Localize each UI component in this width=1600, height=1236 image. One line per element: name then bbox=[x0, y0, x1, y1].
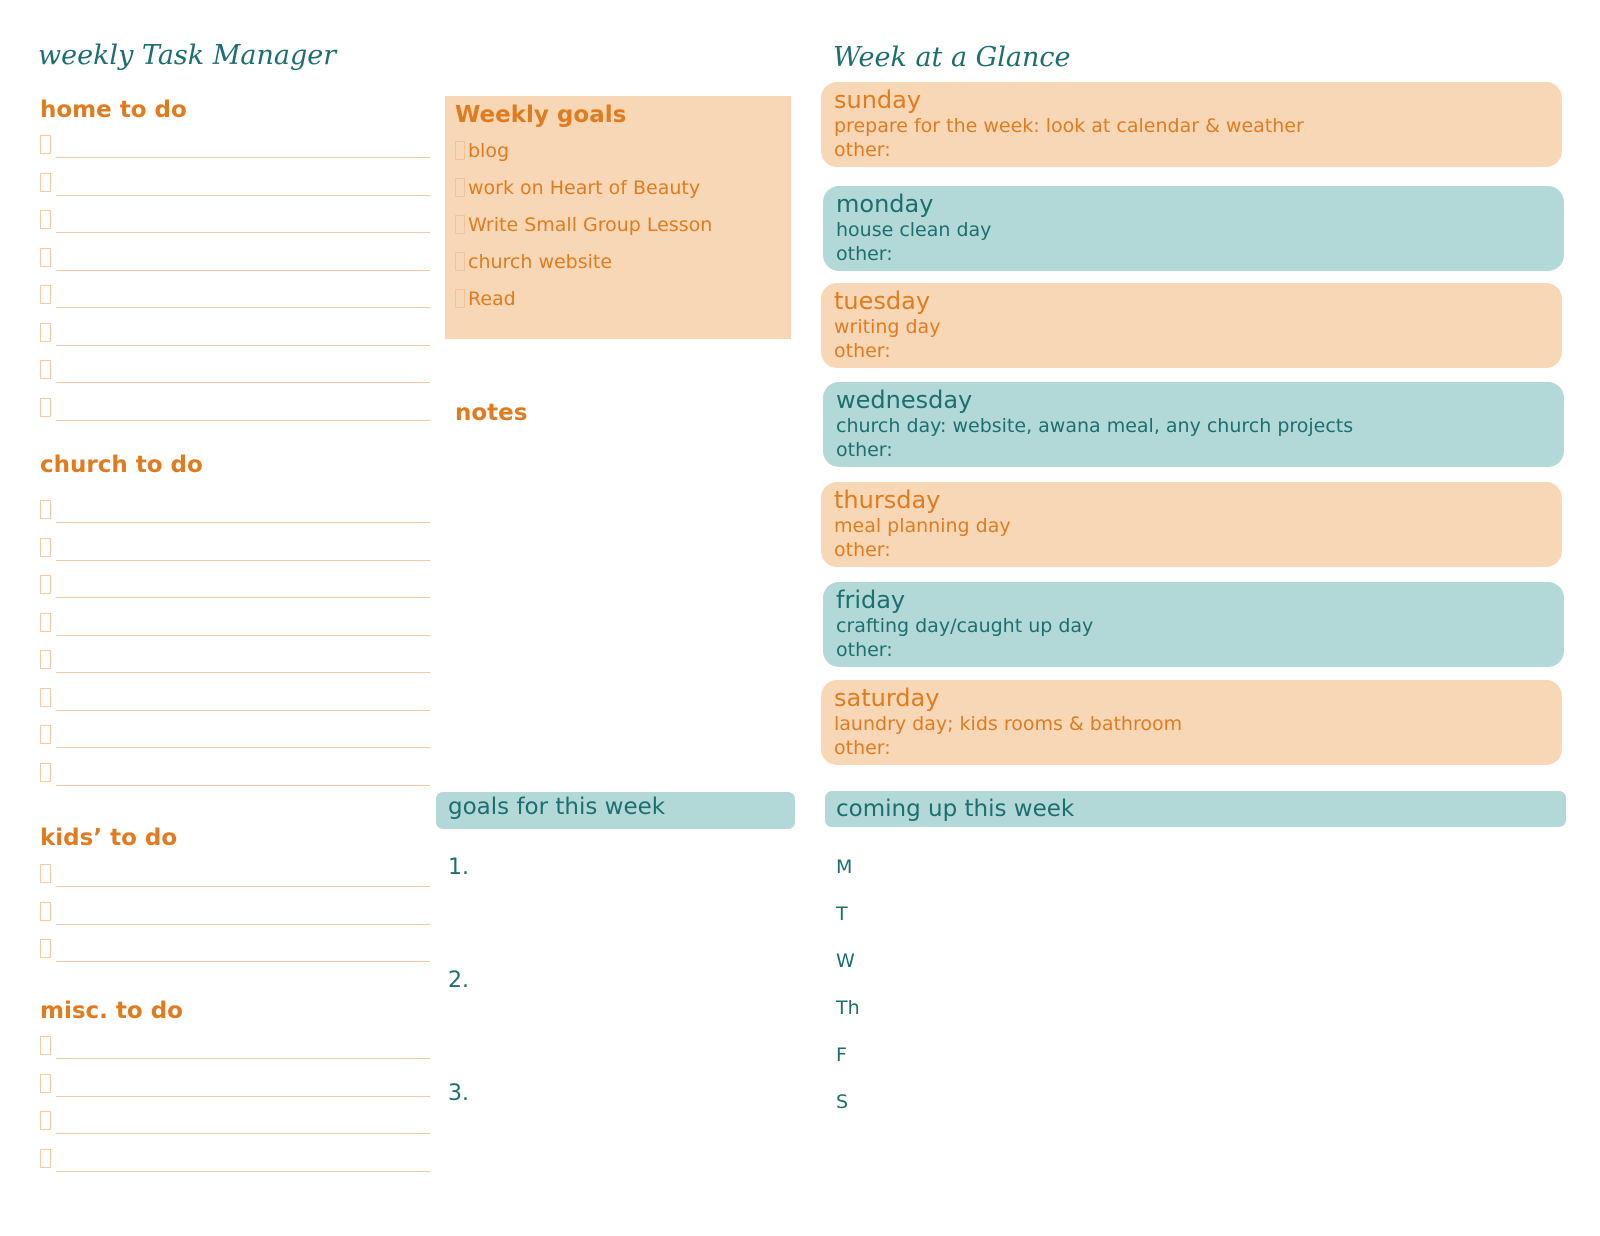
todo-line[interactable] bbox=[56, 195, 430, 196]
section-title-home: home to do bbox=[40, 97, 187, 123]
weekly-goal-item: church website bbox=[455, 251, 612, 273]
todo-checkbox[interactable] bbox=[40, 173, 51, 192]
todo-line[interactable] bbox=[56, 597, 430, 598]
todo-checkbox[interactable] bbox=[40, 1111, 51, 1130]
todo-checkbox[interactable] bbox=[40, 650, 51, 669]
todo-line[interactable] bbox=[56, 1133, 430, 1134]
section-title-church: church to do bbox=[40, 452, 203, 478]
todo-line[interactable] bbox=[56, 345, 430, 346]
checkbox[interactable] bbox=[455, 178, 465, 197]
todo-row bbox=[38, 210, 430, 248]
day-note: meal planning day bbox=[834, 515, 1011, 537]
todo-line[interactable] bbox=[56, 1096, 430, 1097]
day-note: laundry day; kids rooms & bathroom bbox=[834, 713, 1183, 735]
todo-row bbox=[38, 248, 430, 286]
day-note: prepare for the week: look at calendar & weather bbox=[834, 115, 1304, 137]
week-at-a-glance-title: Week at a Glance bbox=[833, 42, 1071, 73]
goal-number: 3. bbox=[448, 1081, 469, 1106]
todo-row bbox=[38, 575, 430, 613]
todo-checkbox[interactable] bbox=[40, 575, 51, 594]
todo-row bbox=[38, 688, 430, 726]
day-card-monday bbox=[823, 186, 1564, 271]
day-name: monday bbox=[836, 190, 934, 218]
day-other: other: bbox=[836, 439, 893, 461]
todo-row bbox=[38, 1036, 430, 1074]
day-note: crafting day/caught up day bbox=[836, 615, 1094, 637]
todo-checkbox[interactable] bbox=[40, 613, 51, 632]
todo-checkbox[interactable] bbox=[40, 500, 51, 519]
weekly-goal-item: work on Heart of Beauty bbox=[455, 177, 700, 199]
todo-checkbox[interactable] bbox=[40, 725, 51, 744]
todo-row bbox=[38, 1111, 430, 1149]
todo-checkbox[interactable] bbox=[40, 763, 51, 782]
todo-line[interactable] bbox=[56, 710, 430, 711]
todo-line[interactable] bbox=[56, 382, 430, 383]
todo-checkbox[interactable] bbox=[40, 360, 51, 379]
todo-line[interactable] bbox=[56, 522, 430, 523]
todo-row bbox=[38, 902, 430, 940]
todo-list-misc bbox=[38, 1036, 430, 1186]
page-title: weekly Task Manager bbox=[38, 40, 337, 71]
day-card-wednesday bbox=[823, 382, 1564, 467]
todo-row bbox=[38, 135, 430, 173]
todo-checkbox[interactable] bbox=[40, 1074, 51, 1093]
todo-line[interactable] bbox=[56, 232, 430, 233]
goals-for-week-header: goals for this week bbox=[436, 792, 795, 829]
day-letter: S bbox=[836, 1091, 849, 1113]
todo-row bbox=[38, 864, 430, 902]
todo-row bbox=[38, 360, 430, 398]
todo-checkbox[interactable] bbox=[40, 323, 51, 342]
todo-line[interactable] bbox=[56, 560, 430, 561]
weekly-goals-title: Weekly goals bbox=[455, 102, 627, 128]
todo-row bbox=[38, 173, 430, 211]
day-note: house clean day bbox=[836, 219, 992, 241]
todo-row bbox=[38, 500, 430, 538]
day-other: other: bbox=[834, 340, 891, 362]
todo-line[interactable] bbox=[56, 886, 430, 887]
todo-row bbox=[38, 285, 430, 323]
todo-row bbox=[38, 613, 430, 651]
section-title-kids: kids’ to do bbox=[40, 825, 178, 851]
weekly-goal-item: Read bbox=[455, 288, 516, 310]
day-other: other: bbox=[836, 639, 893, 661]
day-name: saturday bbox=[834, 684, 940, 712]
todo-checkbox[interactable] bbox=[40, 688, 51, 707]
checkbox[interactable] bbox=[455, 252, 465, 271]
todo-line[interactable] bbox=[56, 157, 430, 158]
day-note: church day: website, awana meal, any church projects bbox=[836, 415, 1354, 437]
todo-line[interactable] bbox=[56, 1058, 430, 1059]
todo-row bbox=[38, 939, 430, 977]
day-letter: T bbox=[836, 903, 848, 925]
weekly-goal-item: blog bbox=[455, 140, 509, 162]
day-other: other: bbox=[834, 737, 891, 759]
todo-row bbox=[38, 650, 430, 688]
coming-up-header: coming up this week bbox=[825, 791, 1566, 827]
todo-line[interactable] bbox=[56, 270, 430, 271]
todo-line[interactable] bbox=[56, 672, 430, 673]
todo-line[interactable] bbox=[56, 785, 430, 786]
todo-line[interactable] bbox=[56, 1171, 430, 1172]
day-other: other: bbox=[834, 139, 891, 161]
todo-checkbox[interactable] bbox=[40, 939, 51, 958]
checkbox[interactable] bbox=[455, 215, 465, 234]
todo-checkbox[interactable] bbox=[40, 398, 51, 417]
todo-checkbox[interactable] bbox=[40, 1036, 51, 1055]
todo-line[interactable] bbox=[56, 747, 430, 748]
day-card-sunday bbox=[821, 82, 1562, 167]
todo-checkbox[interactable] bbox=[40, 538, 51, 557]
day-letter: M bbox=[836, 856, 853, 878]
weekly-goals-box bbox=[445, 96, 791, 339]
todo-list-church bbox=[38, 500, 430, 800]
todo-checkbox[interactable] bbox=[40, 1149, 51, 1168]
day-letter: W bbox=[836, 950, 855, 972]
todo-line[interactable] bbox=[56, 635, 430, 636]
todo-row bbox=[38, 323, 430, 361]
weekly-goal-item: Write Small Group Lesson bbox=[455, 214, 712, 236]
todo-line[interactable] bbox=[56, 961, 430, 962]
todo-line[interactable] bbox=[56, 307, 430, 308]
todo-row bbox=[38, 538, 430, 576]
day-other: other: bbox=[834, 539, 891, 561]
todo-row bbox=[38, 1074, 430, 1112]
goal-number: 1. bbox=[448, 855, 469, 880]
goal-number: 2. bbox=[448, 968, 469, 993]
section-title-misc: misc. to do bbox=[40, 998, 183, 1024]
day-card-thursday bbox=[821, 482, 1562, 567]
day-card-friday bbox=[823, 582, 1564, 667]
day-letter: F bbox=[836, 1044, 847, 1066]
todo-checkbox[interactable] bbox=[40, 285, 51, 304]
day-name: friday bbox=[836, 586, 906, 614]
todo-row bbox=[38, 398, 430, 436]
todo-row bbox=[38, 725, 430, 763]
todo-list-kids bbox=[38, 864, 430, 977]
day-card-saturday bbox=[821, 680, 1562, 765]
checkbox[interactable] bbox=[455, 141, 465, 160]
day-name: thursday bbox=[834, 486, 941, 514]
checkbox[interactable] bbox=[455, 289, 465, 308]
todo-checkbox[interactable] bbox=[40, 864, 51, 883]
todo-list-home bbox=[38, 135, 430, 435]
day-letter: Th bbox=[836, 997, 860, 1019]
todo-row bbox=[38, 763, 430, 801]
todo-checkbox[interactable] bbox=[40, 210, 51, 229]
todo-line[interactable] bbox=[56, 420, 430, 421]
day-name: sunday bbox=[834, 86, 922, 114]
todo-checkbox[interactable] bbox=[40, 135, 51, 154]
day-name: wednesday bbox=[836, 386, 973, 414]
day-card-tuesday bbox=[821, 283, 1562, 368]
day-name: tuesday bbox=[834, 287, 931, 315]
todo-line[interactable] bbox=[56, 924, 430, 925]
todo-checkbox[interactable] bbox=[40, 248, 51, 267]
day-other: other: bbox=[836, 243, 893, 265]
notes-title: notes bbox=[455, 400, 528, 426]
todo-checkbox[interactable] bbox=[40, 902, 51, 921]
todo-row bbox=[38, 1149, 430, 1187]
day-note: writing day bbox=[834, 316, 941, 338]
